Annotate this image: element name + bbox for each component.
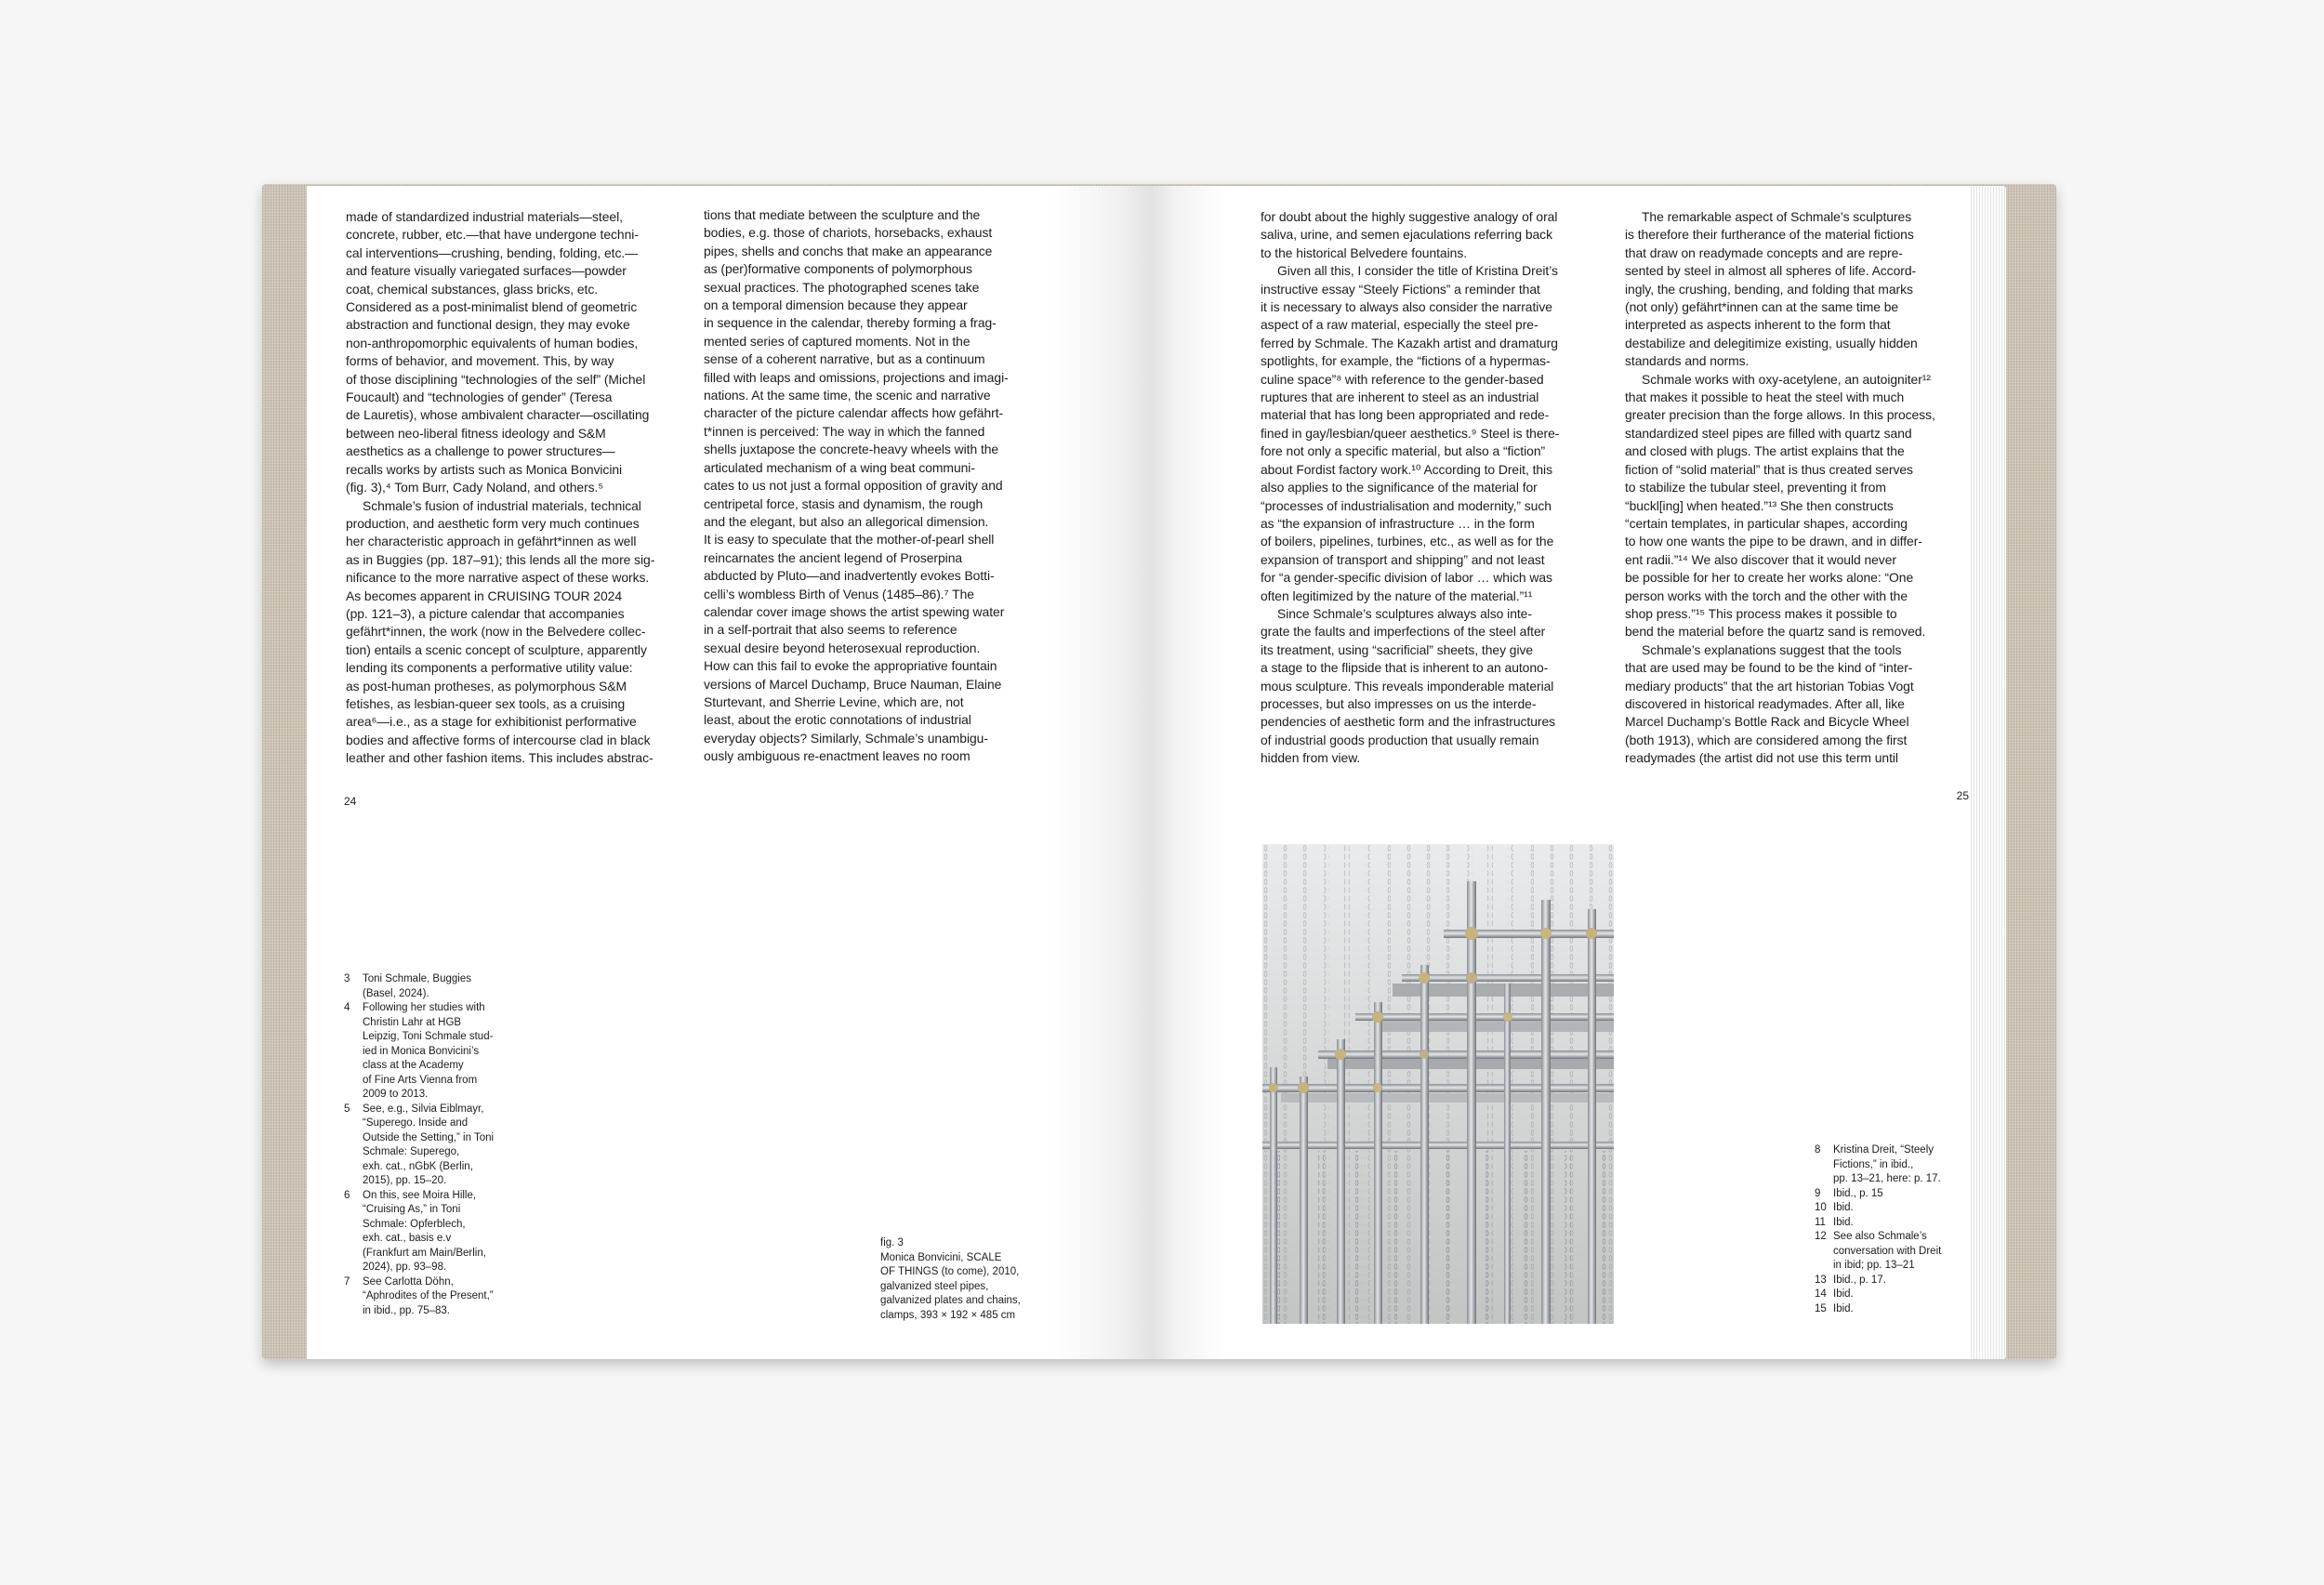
footnote-text: Kristina Dreit, “Steely Fictions,” in ibid., pp. 13–21, here: p. 17. — [1833, 1144, 1941, 1184]
left-column-2 — [704, 206, 1050, 766]
footnote-number: 9 — [1815, 1187, 1821, 1199]
footnote — [344, 1103, 494, 1189]
footnote-text: Ibid. — [1833, 1202, 1854, 1213]
footnote-text: Toni Schmale, Buggies (Basel, 2024). — [363, 973, 471, 999]
scaffold-sculpture-image — [1262, 844, 1614, 1324]
footnote — [344, 1001, 494, 1103]
body-paragraph: Schmale’s fusion of industrial materials, technical production, and aesthetic form very much continues her characteristic approach in gefährt*innen as well as in Buggies (pp. 187–91); this lends all the more sig- nificance to the more narrative aspect of these works. As becomes apparent in CRUISING TOUR 2024 (pp. 121–3), a picture calendar that accompanies gefährt*innen, the work (now in the Belvedere collec- tion) entails a scenic concept of sculpture, apparently lending its components a performative utility value: as post-human protheses, as polymorphous S&M fetishes, as lesbian-queer sex tools, as a cruising area⁶—i.e., as a stage for exhibitionist performative bodies and affective forms of intercourse clad in black leather and other fashion items. This includes abstrac- — [346, 497, 655, 766]
footnote-number: 5 — [344, 1103, 350, 1115]
left-page — [307, 186, 1153, 1359]
figure-caption: fig. 3 Monica Bonvicini, SCALE OF THINGS (to come), 2010, galvanized steel pipes, galvanized plates and chains, clamps, 393 × 192 × 485 cm — [880, 1237, 1021, 1321]
right-column-2 — [1625, 208, 1971, 768]
footnote-text: Ibid. — [1833, 1302, 1854, 1314]
footnote-text: Ibid., p. 15 — [1833, 1187, 1883, 1199]
footnote-number: 4 — [344, 1002, 350, 1013]
footnote-number: 8 — [1815, 1144, 1821, 1156]
right-page — [1153, 186, 1971, 1359]
footnote-number: 10 — [1815, 1202, 1827, 1213]
footnote-text: Ibid., p. 17. — [1833, 1274, 1886, 1286]
body-paragraph: The remarkable aspect of Schmale’s sculptures is therefore their furtherance of the material fictions that draw on readymade concepts and are repre- sented by steel in almost all spheres of life. Accord- ingly, the crushing, bending, and folding that marks (not only) gefährt*innen can at the same time be interpreted as aspects inherent to the form that destabilize and delegitimize existing, usually hidden standards and norms. — [1625, 209, 1918, 369]
footnote-text: See Carlotta Döhn, “Aphrodites of the Present,” in ibid., pp. 75–83. — [363, 1275, 494, 1316]
footnote-number: 7 — [344, 1275, 350, 1288]
footnote-number: 12 — [1815, 1231, 1827, 1242]
footnote — [1815, 1302, 1941, 1317]
footnote — [1815, 1143, 1941, 1187]
footnote-number: 3 — [344, 973, 350, 984]
page-number: 24 — [344, 795, 357, 808]
body-paragraph: for doubt about the highly suggestive analogy of oral saliva, urine, and semen ejaculations referring back to the historical Belvedere fountains. — [1261, 209, 1558, 260]
footnote — [1815, 1230, 1941, 1274]
footnote-text: Ibid. — [1833, 1216, 1854, 1228]
footnote-text: Following her studies with Christin Lahr at HGB Leipzig, Toni Schmale stud- ied in Monica Bonvicini’s class at the Academy of Fine Arts Vienna from 2009 to 2013. — [363, 1002, 494, 1100]
artwork-photo — [1262, 844, 1614, 1324]
body-paragraph: tions that mediate between the sculpture and the bodies, e.g. those of chariots, horsebacks, exhaust pipes, shells and conchs that make an appearance as (per)formative components of polymorphous sexual practices. The photographed scenes take on a temporal dimension because they appear in sequence in the calendar, thereby forming a frag- mented series of captured moments. Not in the sense of a coherent narrative, but as a continuum filled with leaps and omissions, projections and imagi- nations. At the same time, the scenic and narrative character of the picture calendar affects how gefährt- t*innen is perceived: The way in which the fanned shells juxtapose the concrete-heavy wheels with the articulated mechanism of a wing beat communi- cates to us not just a formal opposition of gravity and centripetal force, stasis and dynamism, the rough and the elegant, but also an allegorical dimension. It is easy to speculate that the mother-of-pearl shell reincarnates the ancient legend of Proserpina abducted by Pluto—and inadvertently evokes Botti- celli’s wombless Birth of Venus (1485–86).⁷ The calendar cover image shows the artist spewing water in a self-portrait that also seems to reference sexual desire beyond heterosexual reproduction. How can this fail to evoke the appropriative fountain versions of Marcel Duchamp, Bruce Nauman, Elaine Sturtevant, and Sherrie Levine, which are, not least, about the erotic connotations of industrial everyday objects? Similarly, Schmale’s unambigu- ously ambiguous re-enactment leaves no room — [704, 207, 1009, 764]
footnote-text: Ibid. — [1833, 1288, 1854, 1300]
footnote-number: 15 — [1815, 1302, 1827, 1314]
footnote — [1815, 1274, 1941, 1288]
page-number: 25 — [1956, 789, 1969, 802]
footnote — [344, 972, 494, 1001]
body-paragraph: Given all this, I consider the title of Kristina Dreit’s instructive essay “Steely Fictions” a reminder that it is necessary to always also consider the narrative aspect of a raw material, especially the steel pre- ferred by Schmale. The Kazakh artist and dramaturg spotlights, for example, the “fictions of a hypermas- culine space”⁸ with reference to the gender-based ruptures that are inherent to steel as an industrial material that has long been appropriated and rede- fined in gay/lesbian/queer aesthetics.⁹ Steel is there- fore not only a specific material, but also a “fiction” about Fordist factory work.¹⁰ According to Dreit, this also applies to the significance of the material for “processes of industrialisation and modernity,” such as “the expansion of infrastructure … in the form of boilers, pipelines, turbines, etc., as well as for the expansion of transport and shipping” and not least for “a gender-specific division of labor … which was often legitimized by the nature of the material.”¹¹ — [1261, 263, 1560, 603]
body-paragraph: Schmale’s explanations suggest that the tools that are used may be found to be the kind of “inter- mediary products” that the art historian Tobias Vogt discovered in historical readymades. After all, like Marcel Duchamp’s Bottle Rack and Bicycle Wheel (both 1913), which are considered among the first readymades (the artist did not use this term until — [1625, 641, 1914, 766]
footnote — [344, 1275, 494, 1319]
footnote-text: See also Schmale’s conversation with Dreit in ibid; pp. 13–21 — [1833, 1231, 1942, 1271]
body-paragraph: made of standardized industrial materials—steel, concrete, rubber, etc.—that have undergone techni- cal interventions—crushing, bending, folding, etc.— and feature visually variegated surfaces—powder coat, chemical substances, glass bricks, etc. Considered as a post-minimalist blend of geometric abstraction and functional design, they may evoke non-anthropomorphic equivalents of human bodies, forms of behavior, and movement. This, by way of those disciplining “technologies of the self” (Michel Foucault) and “technologies of gender” (Teresa de Lauretis), whose ambivalent character—oscillating between neo-liberal fitness ideology and S&M aesthetics as a challenge to power structures— recalls works by artists such as Monica Bonvicini (fig. 3),⁴ Tom Burr, Cady Noland, and others.⁵ — [346, 209, 650, 495]
footnote-number: 13 — [1815, 1274, 1827, 1286]
body-paragraph: Schmale works with oxy-acetylene, an autoigniter¹² that makes it possible to heat the steel with much greater precision than the forge allows. In this process, standardized steel pipes are filled with quartz sand and closed with plugs. The artist explains that the fiction of “solid material” that is thus created serves to stabilize the tubular steel, preventing it from “buckl[ing] when heated.”¹³ She then constructs “certain templates, in particular shapes, according to how one wants the pipe to be drawn, and in differ- ent radii.”¹⁴ We also discover that it would never be possible for her to create her works alone: “One person works with the torch and the other with the shop press.”¹⁵ This process makes it possible to bend the material before the quartz sand is removed. — [1625, 371, 1935, 640]
footnote — [1815, 1288, 1941, 1302]
footnote-number: 6 — [344, 1189, 350, 1201]
footnote — [1815, 1187, 1941, 1202]
footnote-number: 14 — [1815, 1288, 1827, 1300]
footnote-number: 11 — [1815, 1216, 1826, 1228]
footnote-text: See, e.g., Silvia Eiblmayr, “Superego. Inside and Outside the Setting,” in Toni Schmale: Superego, exh. cat., nGbK (Berlin, 2015), pp. 15–20. — [363, 1103, 495, 1186]
footnotes — [344, 972, 494, 1318]
left-column-1 — [346, 208, 692, 768]
footnote — [344, 1189, 494, 1275]
footnote — [1815, 1216, 1941, 1231]
body-paragraph: Since Schmale’s sculptures always also inte- grate the faults and imperfections of the steel after its treatment, using “sacrificial” sheets, they give a stage to the flipside that is inherent to an autono- mous sculpture. This reveals imponderable material processes, but also impresses on us the interde- pendencies of aesthetic form and the infrastructures of industrial goods production that usually remain hidden from view. — [1261, 605, 1556, 766]
right-column-1 — [1261, 208, 1606, 768]
footnote-text: On this, see Moira Hille, “Cruising As,” in Toni Schmale: Opferblech, exh. cat., basis e.v (Frankfurt am Main/Berlin, 2024), pp. 93–98. — [363, 1189, 486, 1273]
footnotes — [1815, 1143, 1941, 1316]
footnote — [1815, 1201, 1941, 1216]
